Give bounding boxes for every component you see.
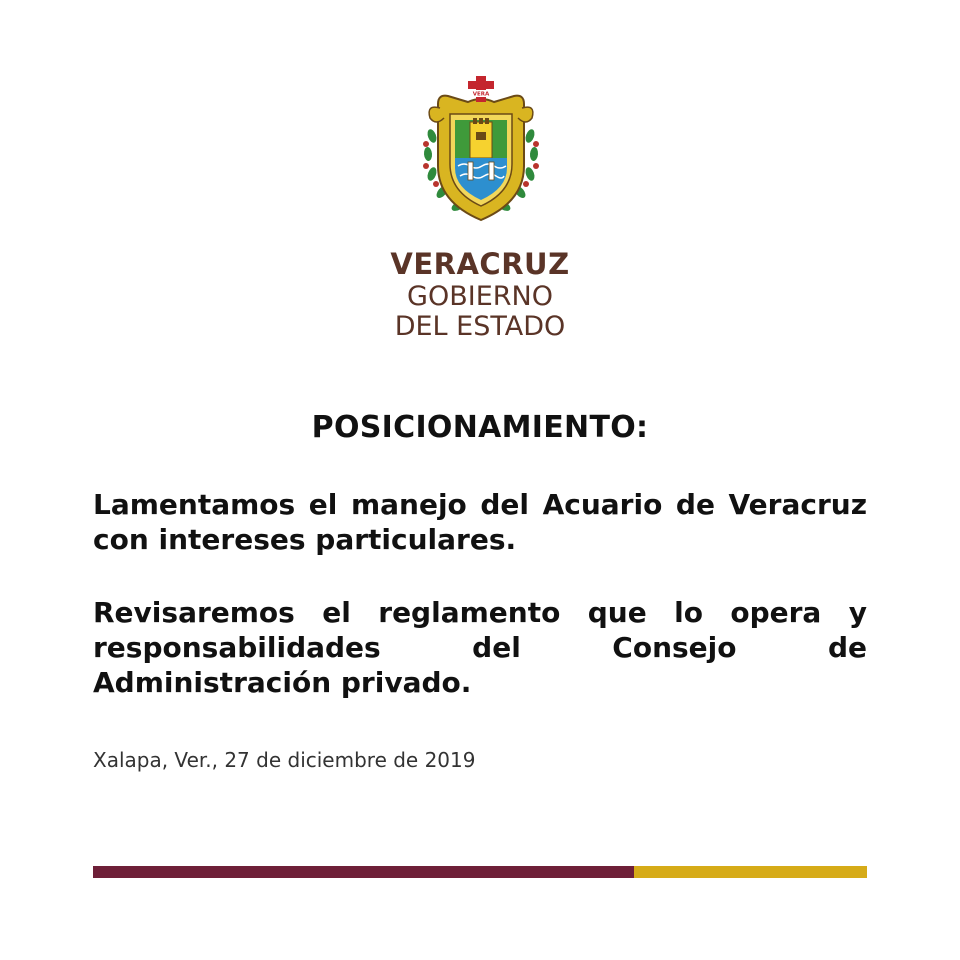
cross-label: VERA — [472, 91, 490, 98]
footer-bar-maroon — [93, 866, 634, 878]
footer-bar-gold — [634, 866, 867, 878]
coat-of-arms-logo — [418, 74, 544, 226]
place-and-date: Xalapa, Ver., 27 de diciembre de 2019 — [93, 748, 476, 772]
statement-heading: POSICIONAMIENTO: — [311, 410, 649, 445]
statement-paragraph-1: Lamentamos el manejo del Acuario de Veracruz con intereses particulares. — [93, 488, 867, 556]
statement-paragraph-2: Revisaremos el reglamento que lo opera y responsabilidades del Consejo de Administración privado. — [93, 596, 867, 699]
logo-line-del-estado: DEL ESTADO — [394, 311, 566, 342]
logo-line-veracruz: VERACRUZ — [390, 247, 570, 281]
logo-line-gobierno: GOBIERNO — [407, 281, 553, 312]
veracruz-coat-of-arms-icon — [418, 74, 544, 226]
